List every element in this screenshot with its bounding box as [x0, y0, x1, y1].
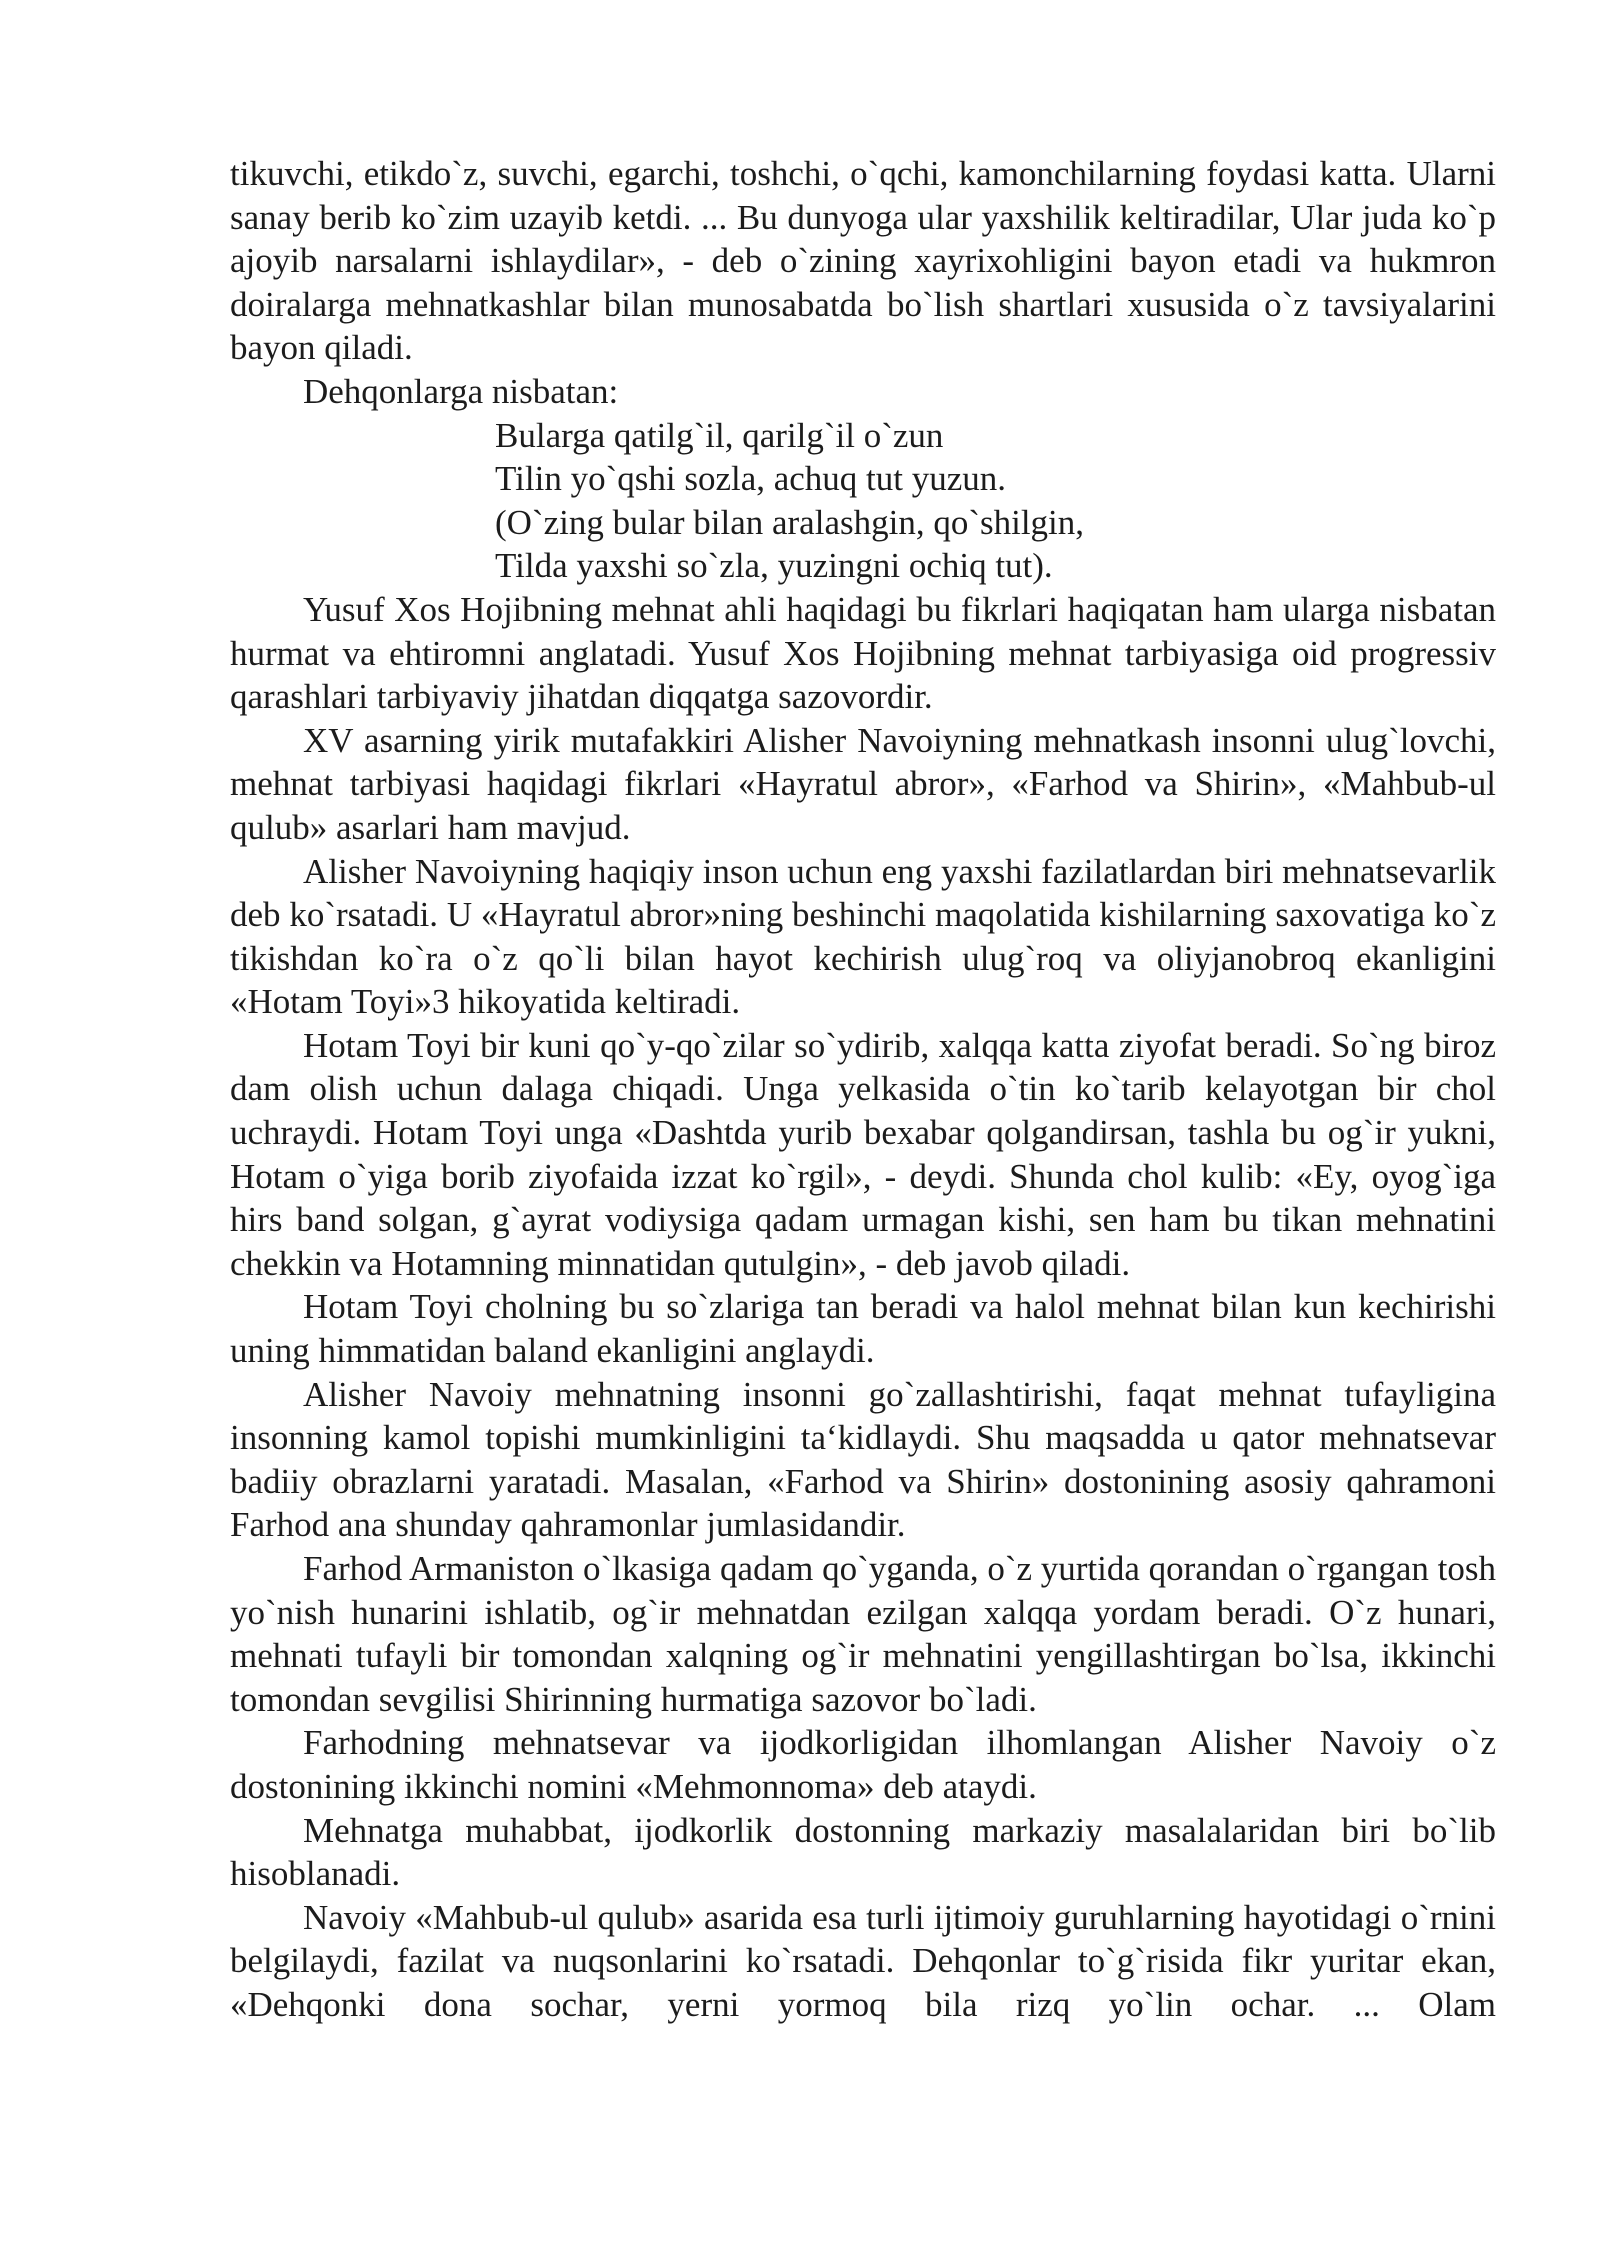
paragraph-navoiy-gozallashtirish: Alisher Navoiy mehnatning insonni go`zallashtirishi, faqat mehnat tufayligina insonning kamol topishi mumkinligini ta‘kidlaydi. Shu maqsadda u qator mehnatsevar badiiy obrazlarni yaratadi. Masalan, «Farhod va Shirin» dostonining asosiy qahramoni Farhod ana shunday qahramonlar jumlasidandir.: [230, 1374, 1496, 1545]
paragraph-farhod: Farhod Armaniston o`lkasiga qadam qo`yganda, o`z yurtida qorandan o`rgangan tosh yo`nish hunarini ishlatib, og`ir mehnatdan ezilgan xalqqa yordam beradi. O`z hunari, mehnati tufayli bir tomondan xalqning og`ir mehnatini yengillashtirgan bo`lsa, ikkinchi tomondan sevgilisi Shirinning hurmatiga sazovor bo`ladi.: [230, 1549, 1496, 1719]
verse-line-3: (O`zing bular bilan aralashgin, qo`shilgin,: [495, 502, 1085, 542]
paragraph-hotam-toyi: Hotam Toyi bir kuni qo`y-qo`zilar so`ydirib, xalqqa katta ziyofat beradi. So`ng biroz dam olish uchun dalaga chiqadi. Unga yelkasida o`tin ko`tarib kelayotgan bir chol uchraydi. Hotam Toyi unga «Dashtda yurib bexabar qolgandirsan, tashla bu og`ir yukni, Hotam o`yiga borib ziyofaida izzat ko`rgil», - deydi. Shunda chol kulib: «Ey, oyog`iga hirs band solgan, g`ayrat vodiysiga qadam urmagan kishi, sen ham bu tikan mehnatini chekkin va Hotamning minnatidan qutulgin», - deb javob qiladi.: [230, 1025, 1496, 1283]
paragraph-yusuf: Yusuf Xos Hojibning mehnat ahli haqidagi bu fikrlari haqiqatan ham ularga nisbatan hurmat va ehtiromni anglatadi. Yusuf Xos Hojibning mehnat tarbiyasiga oid progressiv qarashlari tarbiyaviy jihatdan diqqatga sazovordir.: [230, 589, 1496, 717]
paragraph-xv-asr: XV asarning yirik mutafakkiri Alisher Navoiyning mehnatkash insonni ulug`lovchi, mehnat tarbiyasi haqidagi fikrlari «Hayratul abror», «Farhod va Shirin», «Mahbub-ul qulub» asarlari ham mavjud.: [230, 720, 1496, 847]
verse-block: [230, 414, 1496, 588]
document-page: [230, 152, 1496, 2027]
verse-line-4: Tilda yaxshi so`zla, yuzingni ochiq tut).: [495, 546, 1053, 586]
paragraph-farhodning: Farhodning mehnatsevar va ijodkorligidan ilhomlangan Alisher Navoiy o`z dostonining ikkinchi nomini «Mehmonnoma» deb ataydi.: [230, 1723, 1496, 1806]
paragraph-mehnatga: Mehnatga muhabbat, ijodkorlik dostonning markaziy masalalaridan biri bo`lib hisoblanadi.: [230, 1810, 1496, 1894]
paragraph-mahbub-ul-qulub: Navoiy «Mahbub-ul qulub» asarida esa turli ijtimoiy guruhlarning hayotidagi o`rnini belgilaydi, fazilat va nuqsonlarini ko`rsatadi. Dehqonlar to`g`risida fikr yuritar ekan, «Dehqonki dona sochar, yerni yormoq bila rizq yo`lin ochar. ... Olam: [230, 1897, 1496, 2024]
paragraph-hotam-cholning: Hotam Toyi cholning bu so`zlariga tan beradi va halol mehnat bilan kun kechirishi uning himmatidan baland ekanligini anglaydi.: [230, 1287, 1496, 1371]
verse-intro: Dehqonlarga nisbatan:: [303, 371, 619, 411]
paragraph-1: tikuvchi, etikdo`z, suvchi, egarchi, toshchi, o`qchi, kamonchilarning foydasi katta. Ularni sanay berib ko`zim uzayib ketdi. ... Bu dunyoga ular yaxshilik keltiradilar, Ular juda ko`p ajoyib narsalarni ishlaydilar», - deb o`zining xayrixohligini bayon etadi va hukmron doiralarga mehnatkashlar bilan munosabatda bo`lish shartlari xususida o`z tavsiyalarini bayon qiladi.: [230, 154, 1496, 368]
verse-line-2: Tilin yo`qshi sozla, achuq tut yuzun.: [495, 459, 1007, 499]
verse-line-1: Bularga qatilg`il, qarilg`il o`zun: [495, 415, 944, 455]
paragraph-navoiy-mehnatsevarlik: Alisher Navoiyning haqiqiy inson uchun eng yaxshi fazilatlardan biri mehnatsevarlik deb ko`rsatadi. U «Hayratul abror»ning beshinchi maqolatida kishilarning saxovatiga ko`z tikishdan ko`ra o`z qo`li bilan hayot kechirish ulug`roq va oliyjanobroq ekanligini «Hotam Toyi»3 hikoyatida keltiradi.: [230, 851, 1496, 1022]
